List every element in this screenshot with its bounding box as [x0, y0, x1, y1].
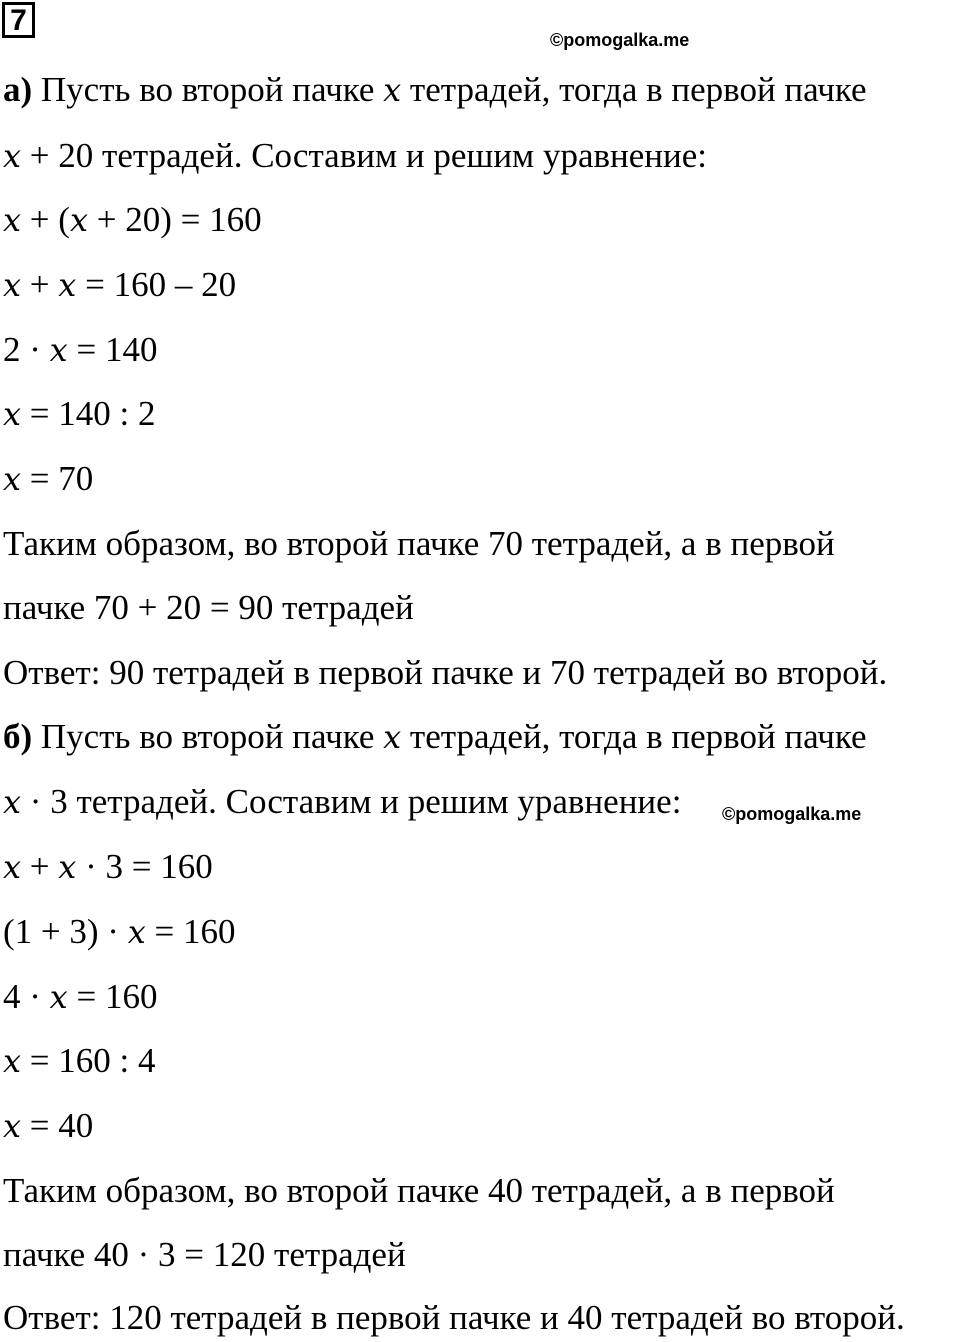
eq-text: + — [29, 265, 50, 304]
part-b-equation-4 — [3, 1041, 156, 1081]
part-a-equation-4 — [3, 394, 156, 434]
eq-text: + ( — [29, 200, 70, 239]
part-a-conclusion-2: пачке 70 + 20 = 90 тетрадей — [3, 588, 414, 627]
eq-text: (1 + 3) · — [3, 912, 119, 951]
eq-text: 2 · — [3, 330, 41, 369]
eq-text: · 3 = 160 — [85, 847, 213, 886]
part-b-conclusion-1: Таким образом, во второй пачке 40 тетрадей, а в первой — [3, 1171, 835, 1210]
part-a-equation-3 — [3, 330, 157, 370]
watermark-middle: ©pomogalka.me — [722, 804, 862, 824]
eq-text: + — [29, 847, 50, 886]
variable-x: x — [69, 201, 88, 239]
variable-x: x — [49, 331, 68, 369]
variable-x: x — [3, 848, 22, 886]
variable-x: x — [3, 201, 22, 239]
part-b-label: б) — [3, 717, 33, 756]
part-b-intro-pre: Пусть во второй пачке — [40, 717, 375, 756]
variable-x: x — [3, 460, 22, 498]
part-a-intro-post: тетрадей, тогда в первой пачке — [409, 70, 867, 109]
variable-x: x — [3, 266, 22, 304]
variable-x: x — [383, 71, 402, 109]
part-a-answer: Ответ: 90 тетрадей в первой пачке и 70 тетрадей во второй. — [3, 653, 888, 692]
variable-x: x — [127, 913, 146, 951]
variable-x: x — [3, 783, 22, 821]
eq-text: = 40 — [29, 1106, 94, 1145]
part-b-equation-2 — [3, 912, 236, 952]
part-b-intro-line-2 — [3, 782, 681, 822]
eq-text: = 160 — [76, 977, 158, 1016]
part-a-intro-pre: Пусть во второй пачке — [40, 70, 375, 109]
part-a-intro-2-text: + 20 тетрадей. Составим и решим уравнение: — [29, 136, 707, 175]
part-a-equation-1 — [3, 200, 262, 240]
part-b-answer: Ответ: 120 тетрадей в первой пачке и 40 тетрадей во второй. — [3, 1298, 905, 1337]
eq-text: = 160 – 20 — [85, 265, 237, 304]
part-b-intro-2-text: · 3 тетрадей. Составим и решим уравнение: — [29, 782, 682, 821]
part-a-label: а) — [3, 70, 33, 109]
eq-text: + 20) = 160 — [96, 200, 262, 239]
part-b-equation-1 — [3, 847, 213, 887]
part-b-intro-line-1 — [3, 717, 867, 757]
variable-x: x — [58, 848, 77, 886]
variable-x: x — [49, 978, 68, 1016]
variable-x: x — [3, 1107, 22, 1145]
part-a-equation-5 — [3, 459, 93, 499]
part-a-intro-line-2 — [3, 136, 707, 176]
variable-x: x — [58, 266, 77, 304]
variable-x: x — [383, 718, 402, 756]
part-b-equation-3 — [3, 977, 157, 1017]
part-b-equation-5 — [3, 1106, 93, 1146]
task-number-badge: 7 — [2, 2, 35, 38]
variable-x: x — [3, 1042, 22, 1080]
part-a-conclusion-1: Таким образом, во второй пачке 70 тетрадей, а в первой — [3, 524, 835, 563]
part-a-equation-2 — [3, 265, 236, 305]
eq-text: = 140 : 2 — [29, 394, 156, 433]
part-a-intro-line-1 — [3, 70, 867, 110]
variable-x: x — [3, 137, 22, 175]
watermark-top: ©pomogalka.me — [550, 30, 690, 50]
variable-x: x — [3, 395, 22, 433]
eq-text: = 160 — [154, 912, 236, 951]
part-b-conclusion-2: пачке 40 · 3 = 120 тетрадей — [3, 1235, 406, 1274]
eq-text: = 160 : 4 — [29, 1041, 156, 1080]
eq-text: = 140 — [76, 330, 158, 369]
eq-text: = 70 — [29, 459, 94, 498]
eq-text: 4 · — [3, 977, 41, 1016]
part-b-intro-post: тетрадей, тогда в первой пачке — [409, 717, 867, 756]
